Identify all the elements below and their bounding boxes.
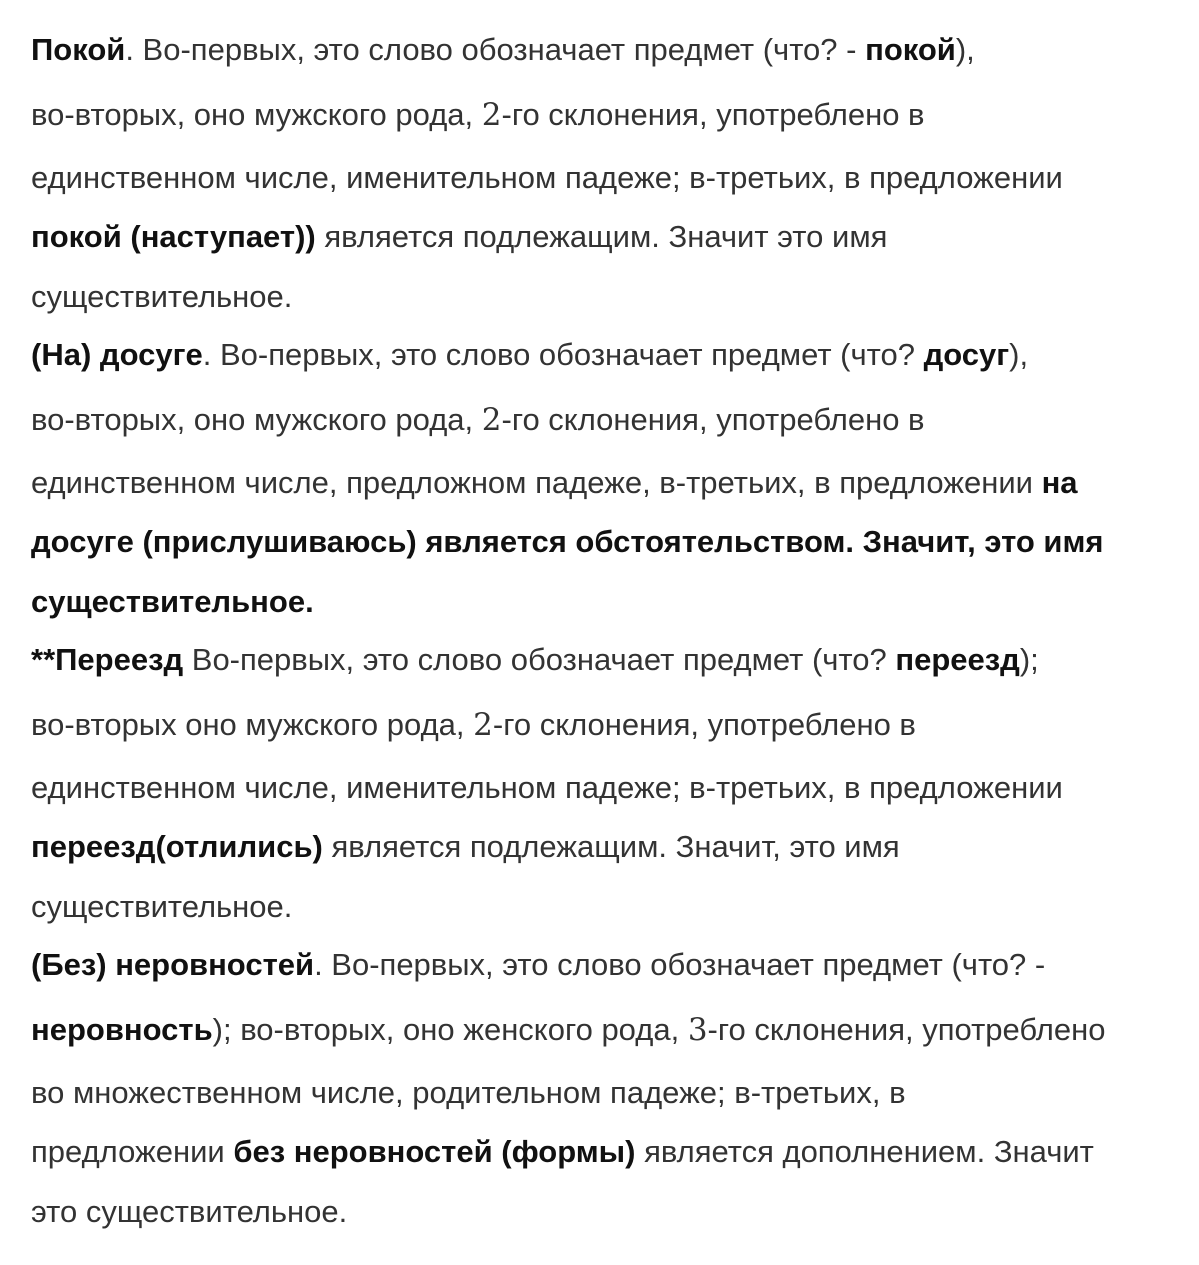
number: 2: [481, 402, 502, 438]
text-segment: . Во-первых, это слово обозначает предмет (что?: [202, 337, 924, 372]
text-segment: ),: [955, 32, 975, 67]
text-line: [31, 827, 900, 867]
text-segment: во-вторых, оно мужского рода,: [31, 97, 482, 132]
bold-term: переезд(отлились): [31, 829, 323, 864]
number: 2: [481, 97, 502, 133]
text-segment: является подлежащим. Значит, это имя: [322, 829, 900, 864]
bold-term: без неровностей (формы): [233, 1134, 636, 1169]
bold-term: досуге (прислушиваюсь) является обстоятельством. Значит, это имя: [31, 524, 1104, 559]
text-line: [31, 640, 1039, 680]
text-line: [31, 95, 925, 135]
text-segment: );: [1019, 642, 1039, 677]
text-line: [31, 1073, 906, 1113]
number: 2: [473, 707, 493, 743]
bold-term: существительное.: [31, 584, 314, 619]
text-segment: единственном числе, именительном падеже; в-третьих, в предложении: [31, 160, 1063, 195]
text-segment: единственном числе, именительном падеже; в-третьих, в предложении: [31, 770, 1063, 805]
text-line: [31, 1010, 1105, 1050]
text-line: [31, 522, 1104, 562]
text-segment: это существительное.: [31, 1194, 348, 1229]
number: 3: [687, 1012, 708, 1048]
text-segment: во множественном числе, родительном падеже; в-третьих, в: [31, 1075, 906, 1110]
text-segment: существительное.: [31, 889, 293, 924]
bold-term: на: [1041, 465, 1078, 500]
bold-term: покой (наступает)): [31, 219, 316, 254]
text-line: [31, 400, 925, 440]
text-segment: ); во-вторых, оно женского рода,: [212, 1012, 688, 1047]
text-line: [31, 463, 1078, 503]
text-segment: . Во-первых, это слово обозначает предмет (что? -: [314, 947, 1046, 982]
text-segment: во-вторых оно мужского рода,: [31, 707, 474, 742]
text-line: [31, 887, 292, 927]
bold-term: **Переезд: [31, 642, 184, 677]
bold-term: Покой: [31, 32, 126, 67]
text-segment: единственном числе, предложном падеже, в-третьих, в предложении: [31, 465, 1042, 500]
text-line: [31, 277, 292, 317]
text-segment: предложении: [31, 1134, 234, 1169]
text-segment: является подлежащим. Значит это имя: [315, 219, 888, 254]
text-line: [31, 217, 887, 257]
bold-term: неровность: [31, 1012, 213, 1047]
bold-term: (На) досуге: [31, 337, 203, 372]
text-segment: во-вторых, оно мужского рода,: [31, 402, 482, 437]
bold-term: покой: [865, 32, 956, 67]
bold-term: (Без) неровностей: [31, 947, 315, 982]
text-line: [31, 945, 1045, 985]
text-segment: является дополнением. Значит: [635, 1134, 1094, 1169]
text-segment: -го склонения, употреблено в: [492, 707, 916, 742]
text-segment: . Во-первых, это слово обозначает предмет (что? -: [125, 32, 866, 67]
bold-term: переезд: [895, 642, 1020, 677]
text-segment: существительное.: [31, 279, 293, 314]
text-line: [31, 768, 1063, 808]
text-line: [31, 335, 1028, 375]
text-line: [31, 582, 314, 622]
text-segment: -го склонения, употреблено: [707, 1012, 1106, 1047]
text-line: [31, 705, 916, 745]
text-segment: Во-первых, это слово обозначает предмет (что?: [183, 642, 896, 677]
text-segment: ),: [1009, 337, 1029, 372]
bold-term: досуг: [923, 337, 1010, 372]
text-line: [31, 30, 975, 70]
text-line: [31, 1192, 347, 1232]
text-line: [31, 1132, 1094, 1172]
text-line: [31, 158, 1063, 198]
text-segment: -го склонения, употреблено в: [501, 402, 925, 437]
text-segment: -го склонения, употреблено в: [501, 97, 925, 132]
